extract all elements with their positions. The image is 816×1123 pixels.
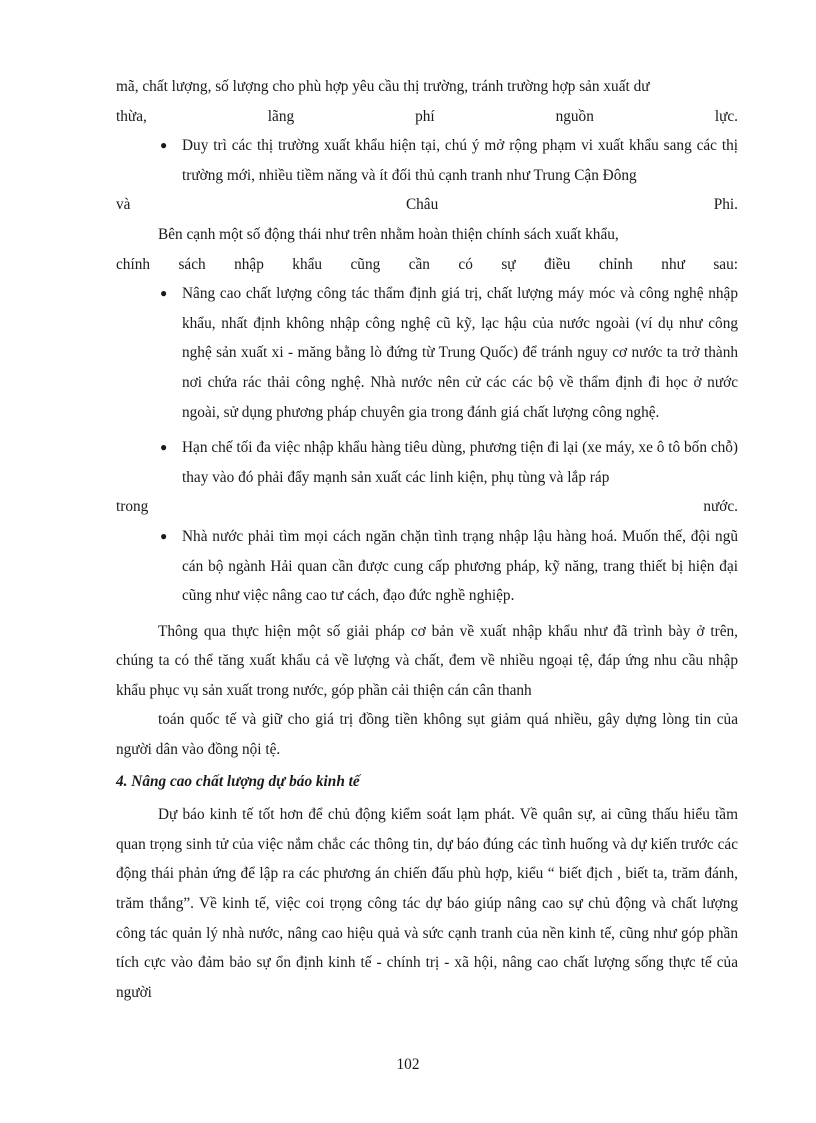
bullet-item-smuggling bbox=[116, 522, 738, 611]
page-number: 102 bbox=[396, 1056, 420, 1073]
bullet-text: Nhà nước phải tìm mọi cách ngăn chặn tình trạng nhập lậu hàng hoá. Muốn thế, đội ngũ cán bộ ngành Hải quan cần được cung cấp phương pháp, kỹ năng, trang thiết bị hiện đại cũng như việc nâng cao tư cách, đạo đức nghề nghiệp. bbox=[182, 527, 738, 605]
bullet-tail-line: trong nước. bbox=[116, 498, 738, 516]
bullet-text: Nâng cao chất lượng công tác thẩm định giá trị, chất lượng máy móc và công nghệ nhập khẩu, nhất định không nhập công nghệ cũ kỹ, lạc hậu của nước ngoài (ví dụ như công nghệ sản xuất xi - măng bằng lò đứng từ Trung Quốc) để tránh nguy cơ nước ta trở thành nơi chứa rác thải công nghệ. Nhà nước nên cử các các bộ về thẩm định đi học ở nước ngoài, sử dụng phương pháp chuyên gia trong đánh giá chất lượng công nghệ. bbox=[182, 285, 738, 421]
bullet-tail-line: và Châu Phi. bbox=[116, 196, 738, 214]
paragraph-summary: Thông qua thực hiện một số giải pháp cơ bản về xuất nhập khẩu như đã trình bày ở trên, chúng ta có thể tăng xuất khẩu cả về lượng và chất, đem về nhiều ngoại tệ, đáp ứng nhu cầu nhập khẩu phục vụ sản xuất trong nước, góp phần cải thiện cán cân thanh bbox=[116, 622, 738, 699]
section-heading: 4. Nâng cao chất lượng dự báo kinh tế bbox=[116, 772, 360, 790]
document-body bbox=[116, 72, 738, 1007]
paragraph-summary-cont: toán quốc tế và giữ cho giá trị đồng tiền không sụt giảm quá nhiều, gây dựng lòng tin của người dân vào đồng nội tệ. bbox=[116, 711, 738, 759]
bullet-icon: ● bbox=[160, 138, 168, 153]
bullet-item-markets bbox=[116, 131, 738, 190]
text-line: thừa, lãng phí nguồn lực. bbox=[116, 107, 738, 125]
bullet-item-consumer-goods bbox=[116, 433, 738, 492]
bullet-icon: ● bbox=[160, 440, 168, 455]
bullet-icon: ● bbox=[160, 528, 168, 543]
paragraph-forecast: Dự báo kinh tế tốt hơn để chủ động kiểm soát lạm phát. Về quân sự, ai cũng thấu hiểu tầm quan trọng sinh tử của việc nắm chắc các thông tin, dự báo đúng các tình huống và dự kiến trước các động thái phản ứng để lập ra các phương án chiến đấu phù hợp, kiểu “ biết địch , biết ta, trăm đánh, trăm thắng”. Về kinh tế, việc coi trọng công tác dự báo giúp nâng cao sự chủ động và chất lượng công tác quản lý nhà nước, nâng cao hiệu quả và sức cạnh tranh của nền kinh tế, cũng như góp phần tích cực vào đảm bảo sự ổn định kinh tế - chính trị - xã hội, nâng cao chất lượng sống thực tế của người bbox=[116, 806, 738, 1001]
bullet-text: Duy trì các thị trường xuất khẩu hiện tại, chú ý mở rộng phạm vi xuất khẩu sang các thị trường mới, nhiều tiềm năng và ít đối thủ cạnh tranh như Trung Cận Đông bbox=[182, 137, 738, 184]
paragraph-import-policy-tail: chính sách nhập khẩu cũng cần có sự điều chỉnh như sau: bbox=[116, 255, 738, 273]
bullet-icon: ● bbox=[160, 286, 168, 301]
bullet-item-technology bbox=[116, 279, 738, 427]
text-line: mã, chất lượng, số lượng cho phù hợp yêu cầu thị trường, tránh trường hợp sản xuất dư bbox=[116, 78, 650, 95]
paragraph-intro bbox=[116, 72, 738, 131]
paragraph-import-policy: Bên cạnh một số động thái như trên nhằm hoàn thiện chính sách xuất khẩu, bbox=[158, 225, 619, 243]
bullet-text: Hạn chế tối đa việc nhập khẩu hàng tiêu dùng, phương tiện đi lại (xe máy, xe ô tô bốn chỗ) thay vào đó phải đẩy mạnh sản xuất các linh kiện, phụ tùng và lắp ráp bbox=[182, 439, 738, 486]
